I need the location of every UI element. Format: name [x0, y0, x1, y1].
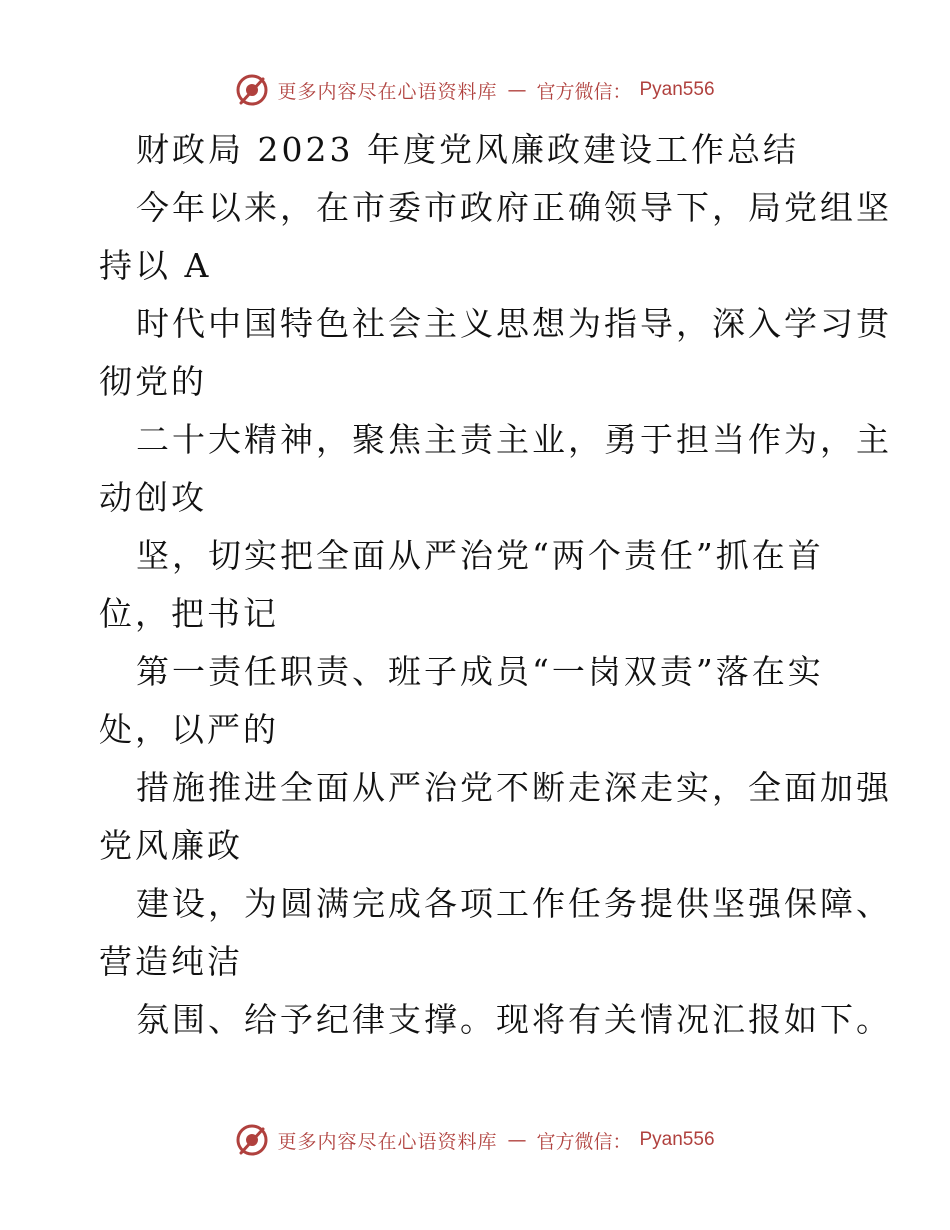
brush-logo-icon — [235, 73, 269, 107]
watermark-wechat-id: Pyan556 — [639, 79, 715, 100]
footer-watermark — [0, 1120, 950, 1160]
paragraph-line: 处，以严的 — [99, 710, 279, 749]
paragraph-line: 二十大精神，聚焦主责主业，勇于担当作为，主 — [136, 420, 892, 459]
paragraph-line: 氛围、给予纪律支撑。现将有关情况汇报如下。 — [136, 1000, 892, 1039]
paragraph-line: 位，把书记 — [99, 594, 279, 633]
paragraph-line: 今年以来，在市委市政府正确领导下，局党组坚 — [136, 188, 892, 227]
paragraph-line: 持以 A — [99, 246, 212, 285]
paragraph-line: 建设，为圆满完成各项工作任务提供坚强保障、 — [136, 884, 892, 923]
document-title: 财政局 2023 年度党风廉政建设工作总结 — [136, 130, 799, 169]
paragraph-line: 坚，切实把全面从严治党“两个责任”抓在首 — [136, 536, 824, 575]
paragraph-line: 党风廉政 — [99, 826, 243, 865]
paragraph-line: 动创攻 — [99, 478, 207, 517]
watermark-wechat-label: 官方微信： — [536, 1130, 632, 1153]
paragraph-line: 彻党的 — [99, 362, 207, 401]
paragraph-line: 时代中国特色社会主义思想为指导，深入学习贯 — [136, 304, 892, 343]
paragraph-line: 营造纯洁 — [99, 942, 243, 981]
paragraph-line: 第一责任职责、班子成员“一岗双责”落在实 — [136, 652, 824, 691]
watermark-wechat-id: Pyan556 — [639, 1129, 715, 1150]
watermark-wechat-label: 官方微信： — [536, 80, 632, 103]
header-watermark — [0, 70, 950, 110]
watermark-separator: — — [507, 79, 527, 101]
brush-logo-icon — [235, 1123, 269, 1157]
watermark-text: 更多内容尽在心语资料库 — [277, 80, 498, 103]
watermark-separator: — — [507, 1129, 527, 1151]
paragraph-line: 措施推进全面从严治党不断走深走实，全面加强 — [136, 768, 892, 807]
watermark-text: 更多内容尽在心语资料库 — [277, 1130, 498, 1153]
